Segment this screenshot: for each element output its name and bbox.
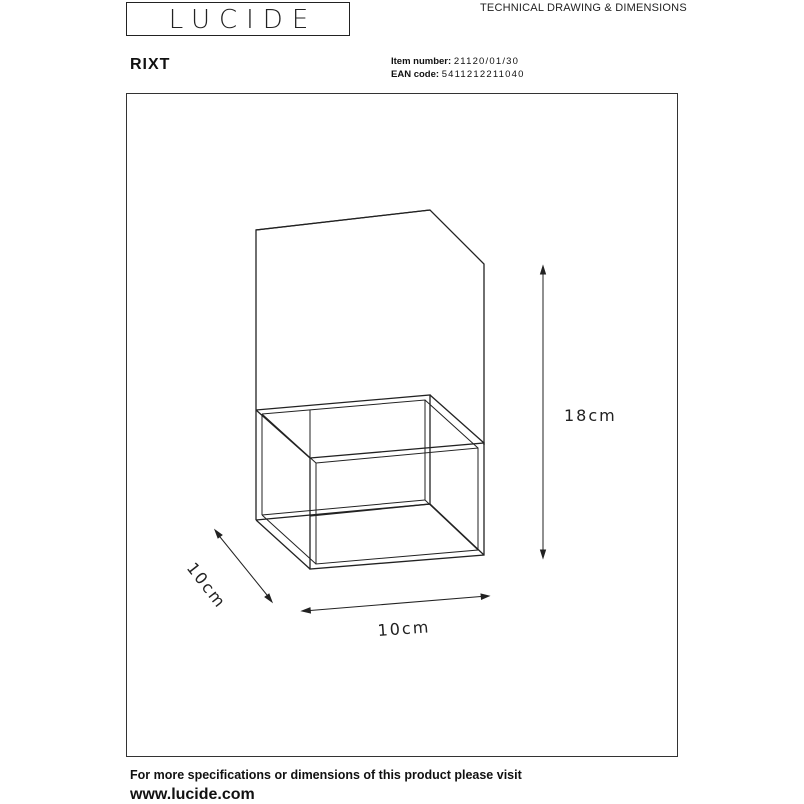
cage-left-bottom-edge: [256, 520, 310, 569]
logo-text: LUCIDE: [168, 5, 318, 35]
depth-arrow-bottom: [265, 594, 272, 602]
height-label: 18cm: [564, 406, 617, 425]
shade-top-edge: [256, 210, 430, 230]
cage-left-inner-bottom: [262, 515, 316, 564]
cage-front-inner: [316, 448, 478, 564]
depth-label: 10cm: [182, 558, 231, 613]
width-dimension-line: [304, 596, 487, 611]
height-arrow-top: [541, 266, 546, 274]
footer-website[interactable]: www.lucide.com: [130, 786, 255, 803]
cage-left-inner-top: [262, 414, 316, 463]
cage-back-right-top: [430, 395, 484, 443]
ean-label: EAN code:: [391, 69, 440, 80]
width-label: 10cm: [376, 617, 431, 640]
document-title: TECHNICAL DRAWING & DIMENSIONS: [480, 2, 687, 14]
shade-outline: [256, 210, 484, 445]
item-number-value: 21120/01/30: [453, 56, 520, 67]
cage-back-inner-right: [425, 400, 478, 448]
item-number-label: Item number:: [391, 56, 452, 67]
depth-arrow-top: [215, 530, 222, 538]
width-arrow-left: [302, 608, 311, 613]
depth-dimension-line: [216, 532, 271, 600]
cage-front-frame: [310, 443, 484, 569]
product-name: RIXT: [130, 56, 171, 73]
ean-value: 5411212211040: [441, 69, 525, 80]
height-arrow-bottom: [541, 550, 546, 558]
cage-back-inner-right-bottom: [425, 500, 478, 550]
footer-note: For more specifications or dimensions of this product please visit: [130, 768, 522, 782]
cage-back-bottom: [256, 504, 430, 520]
width-arrow-right: [481, 594, 489, 599]
